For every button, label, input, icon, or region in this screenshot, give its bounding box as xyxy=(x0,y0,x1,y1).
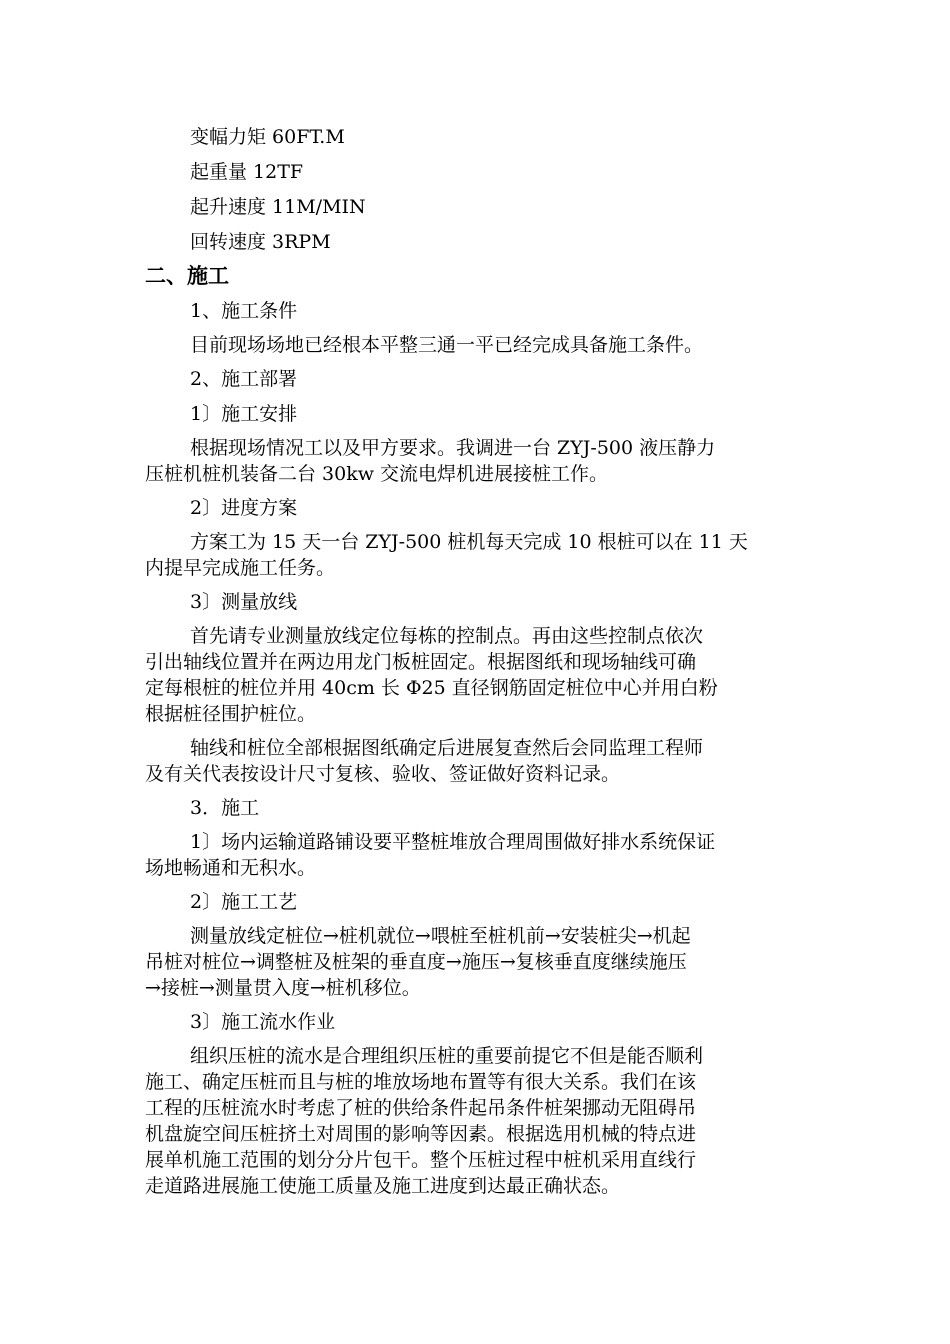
item-2-2-title: 2〕进度方案 xyxy=(190,497,298,519)
subsection-2-title: 2、施工部署 xyxy=(190,368,298,390)
subsection-3-title: 3．施工 xyxy=(190,797,260,819)
paragraph-line: 场地畅通和无积水。 xyxy=(145,857,317,879)
paragraph-line: 组织压桩的流水是合理组织压桩的重要前提它不但是能否顺利 xyxy=(190,1045,704,1067)
item-3-3-title: 3〕施工流水作业 xyxy=(190,1011,336,1033)
paragraph-line: 走道路进展施工使施工质量及施工进度到达最正确状态。 xyxy=(145,1175,621,1197)
spec-slewing-speed: 回转速度 3RPM xyxy=(190,231,331,253)
paragraph-line: 施工、确定压桩而且与桩的堆放场地布置等有很大关系。我们在该 xyxy=(145,1071,697,1093)
item-3-2-title: 2〕施工工艺 xyxy=(190,891,298,913)
subsection-1-title: 1、施工条件 xyxy=(190,300,298,322)
paragraph-line: 根据桩径围护桩位。 xyxy=(145,703,317,725)
paragraph-line: 引出轴线位置并在两边用龙门板桩固定。根据图纸和现场轴线可确 xyxy=(145,651,697,673)
paragraph-line: 压桩机桩机装备二台 30kw 交流电焊机进展接桩工作。 xyxy=(145,463,609,485)
paragraph-line: 测量放线定桩位→桩机就位→喂桩至桩机前→安装桩尖→机起 xyxy=(190,925,691,947)
paragraph-line: 轴线和桩位全部根据图纸确定后进展复查然后会同监理工程师 xyxy=(190,737,704,759)
item-2-1-title: 1〕施工安排 xyxy=(190,403,298,425)
paragraph-line: 工程的压桩流水时考虑了桩的供给条件起吊条件桩架挪动无阻碍吊 xyxy=(145,1097,697,1119)
paragraph-line: 1〕场内运输道路铺设要平整桩堆放合理周围做好排水系统保证 xyxy=(190,831,716,853)
spec-hoisting-speed: 起升速度 11M/MIN xyxy=(190,196,366,218)
paragraph-line: 机盘旋空间压桩挤土对周围的影响等因素。根据选用机械的特点进 xyxy=(145,1123,697,1145)
paragraph-line: 展单机施工范围的划分分片包干。整个压桩过程中桩机采用直线行 xyxy=(145,1149,697,1171)
paragraph-line: 根据现场情况工以及甲方要求。我调进一台 ZYJ-500 液压静力 xyxy=(190,437,716,459)
paragraph-line: 定每根桩的桩位并用 40cm 长 Φ25 直径钢筋固定桩位中心并用白粉 xyxy=(145,677,718,699)
subsection-1-text: 目前现场场地已经根本平整三通一平已经完成具备施工条件。 xyxy=(190,334,704,356)
item-2-3-title: 3〕测量放线 xyxy=(190,591,298,613)
paragraph-line: 方案工为 15 天一台 ZYJ-500 桩机每天完成 10 根桩可以在 11 天 xyxy=(190,531,748,553)
paragraph-line: 及有关代表按设计尺寸复核、验收、签证做好资料记录。 xyxy=(145,763,621,785)
spec-lifting-capacity: 起重量 12TF xyxy=(190,161,304,183)
paragraph-line: 首先请专业测量放线定位每栋的控制点。再由这些控制点依次 xyxy=(190,625,704,647)
section-heading: 二、施工 xyxy=(145,264,229,288)
spec-luffing-moment: 变幅力矩 60FT.M xyxy=(190,126,345,148)
paragraph-line: 吊桩对桩位→调整桩及桩架的垂直度→施压→复核垂直度继续施压 xyxy=(145,951,687,973)
paragraph-line: 内提早完成施工任务。 xyxy=(145,557,336,579)
paragraph-line: →接桩→测量贯入度→桩机移位。 xyxy=(145,977,421,999)
